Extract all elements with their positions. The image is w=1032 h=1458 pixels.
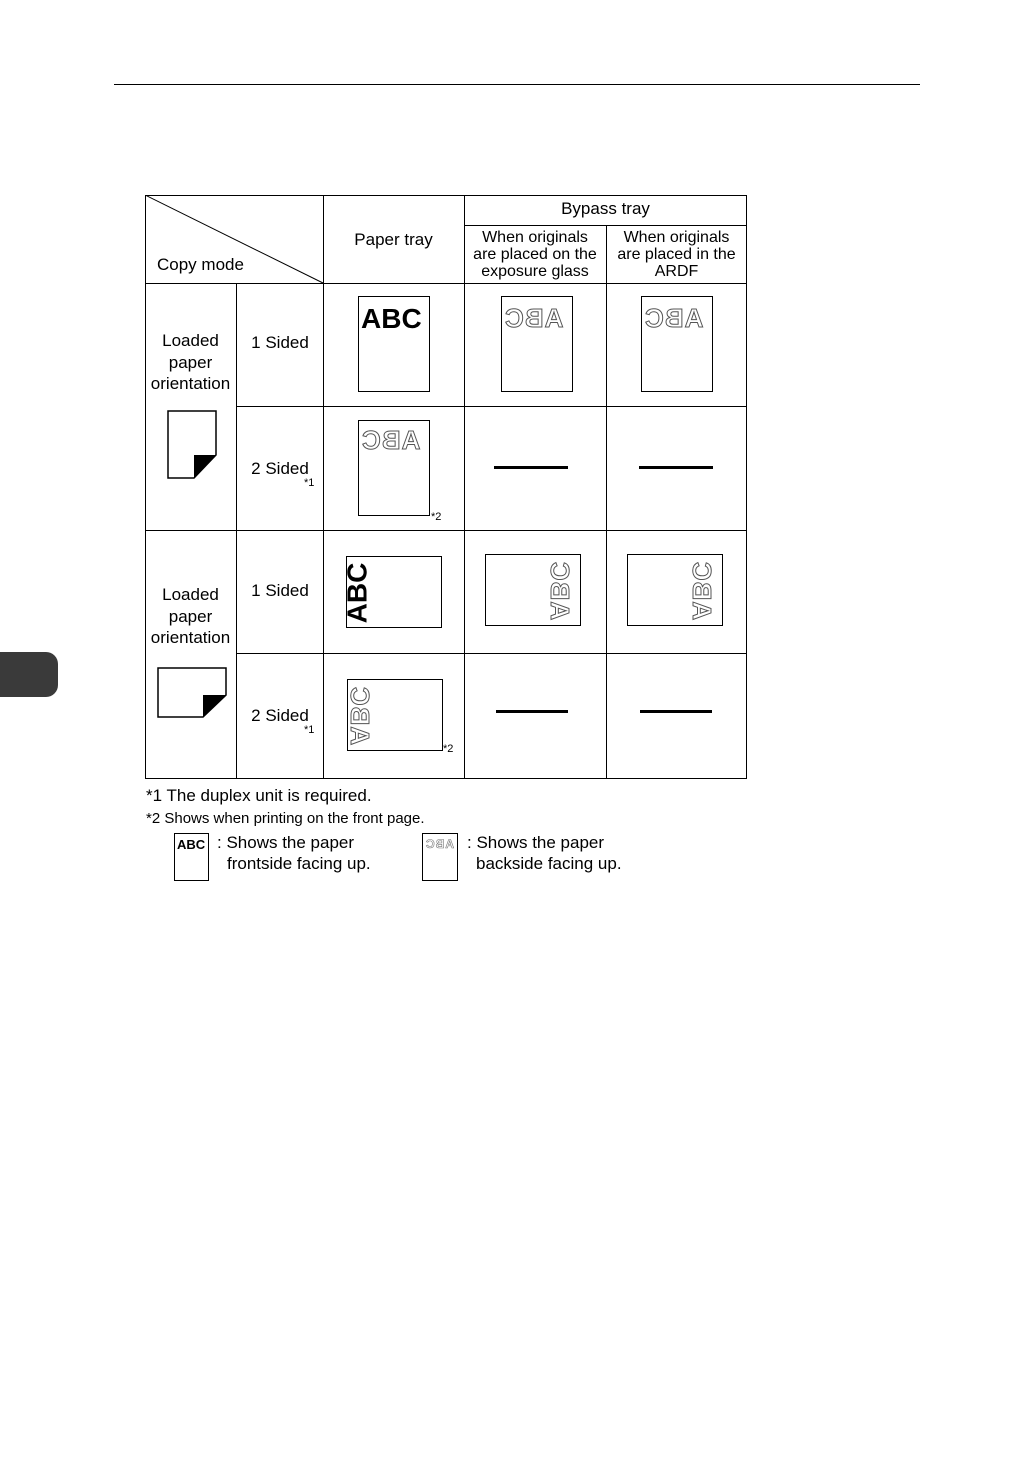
not-available-mark	[639, 466, 713, 469]
sample-text-back: ABC	[345, 685, 376, 746]
legend-front-paper	[174, 833, 209, 881]
legend-front-sample: ABC	[177, 837, 206, 852]
paper-front-portrait	[358, 296, 430, 392]
paper-back-landscape-ardf	[627, 554, 723, 626]
row-divider-2	[145, 530, 747, 531]
header-rule	[114, 84, 920, 85]
ardf-line1: When originals	[623, 229, 730, 246]
portrait-paper-icon	[167, 410, 219, 480]
legend-back-sample: ABC	[425, 837, 454, 851]
sample-text-back: ABC	[545, 560, 576, 621]
not-available-mark	[496, 710, 568, 713]
group2-two-sided-label: 2 Sided	[251, 706, 309, 725]
sample-text-front: ABC	[361, 303, 422, 334]
legend-back-line2: backside facing up.	[476, 854, 622, 873]
legend-front-line2: frontside facing up.	[227, 854, 371, 873]
group2-two-sided-note: *1	[304, 724, 315, 736]
legend-back-line1: : Shows the paper	[467, 833, 605, 852]
legend-front-line1: : Shows the paper	[217, 833, 355, 852]
paper-front-landscape	[341, 556, 442, 628]
group2-loaded-line3: orientation	[150, 628, 231, 647]
front-page-note: *2	[431, 511, 442, 523]
legend-back-paper	[422, 833, 458, 881]
chapter-tab	[0, 652, 58, 697]
group2-loaded-line1: Loaded	[162, 585, 219, 604]
col-divider-3	[606, 225, 607, 779]
group1-one-sided-label: 1 Sided	[251, 333, 309, 352]
ardf-line2: are placed in the	[617, 246, 736, 263]
landscape-paper-icon	[157, 667, 229, 719]
paper-orientation-table	[145, 195, 747, 779]
sample-text-back: ABC	[644, 303, 704, 333]
paper-back-portrait-exposure	[501, 296, 573, 392]
bypass-tray-label: Bypass tray	[561, 199, 650, 218]
group1-loaded-line1: Loaded	[162, 331, 219, 350]
group2-one-sided-label: 1 Sided	[251, 581, 309, 600]
not-available-mark	[640, 710, 712, 713]
footnote-front-page: *2 Shows when printing on the front page.	[146, 810, 425, 827]
paper-tray-label: Paper tray	[354, 230, 433, 249]
row-divider-3	[236, 653, 747, 654]
row-divider-1	[236, 406, 747, 407]
group2-loaded-line2: paper	[168, 607, 213, 626]
paper-back-landscape-2sided	[347, 679, 443, 751]
group1-loaded-line3: orientation	[150, 374, 231, 393]
not-available-mark	[494, 466, 568, 469]
footnote-duplex: *1 The duplex unit is required.	[146, 786, 372, 805]
paper-back-portrait-ardf	[641, 296, 713, 392]
front-page-note: *2	[443, 743, 454, 755]
sample-text-back: ABC	[687, 560, 718, 621]
group1-two-sided-label: 2 Sided	[251, 459, 309, 478]
sample-text-front: ABC	[341, 562, 373, 624]
sample-text-back: ABC	[504, 303, 564, 333]
exposure-glass-line1: When originals	[482, 229, 588, 246]
paper-back-landscape-exposure	[485, 554, 581, 626]
sample-text-back: ABC	[361, 425, 421, 455]
copy-mode-label: Copy mode	[157, 255, 244, 274]
row-label-divider	[236, 283, 237, 779]
group1-two-sided-note: *1	[304, 477, 315, 489]
ardf-line3: ARDF	[654, 263, 699, 280]
exposure-glass-line3: exposure glass	[481, 263, 589, 280]
paper-back-portrait-2sided	[358, 420, 430, 516]
group1-loaded-line2: paper	[168, 353, 213, 372]
exposure-glass-line2: are placed on the	[473, 246, 597, 263]
